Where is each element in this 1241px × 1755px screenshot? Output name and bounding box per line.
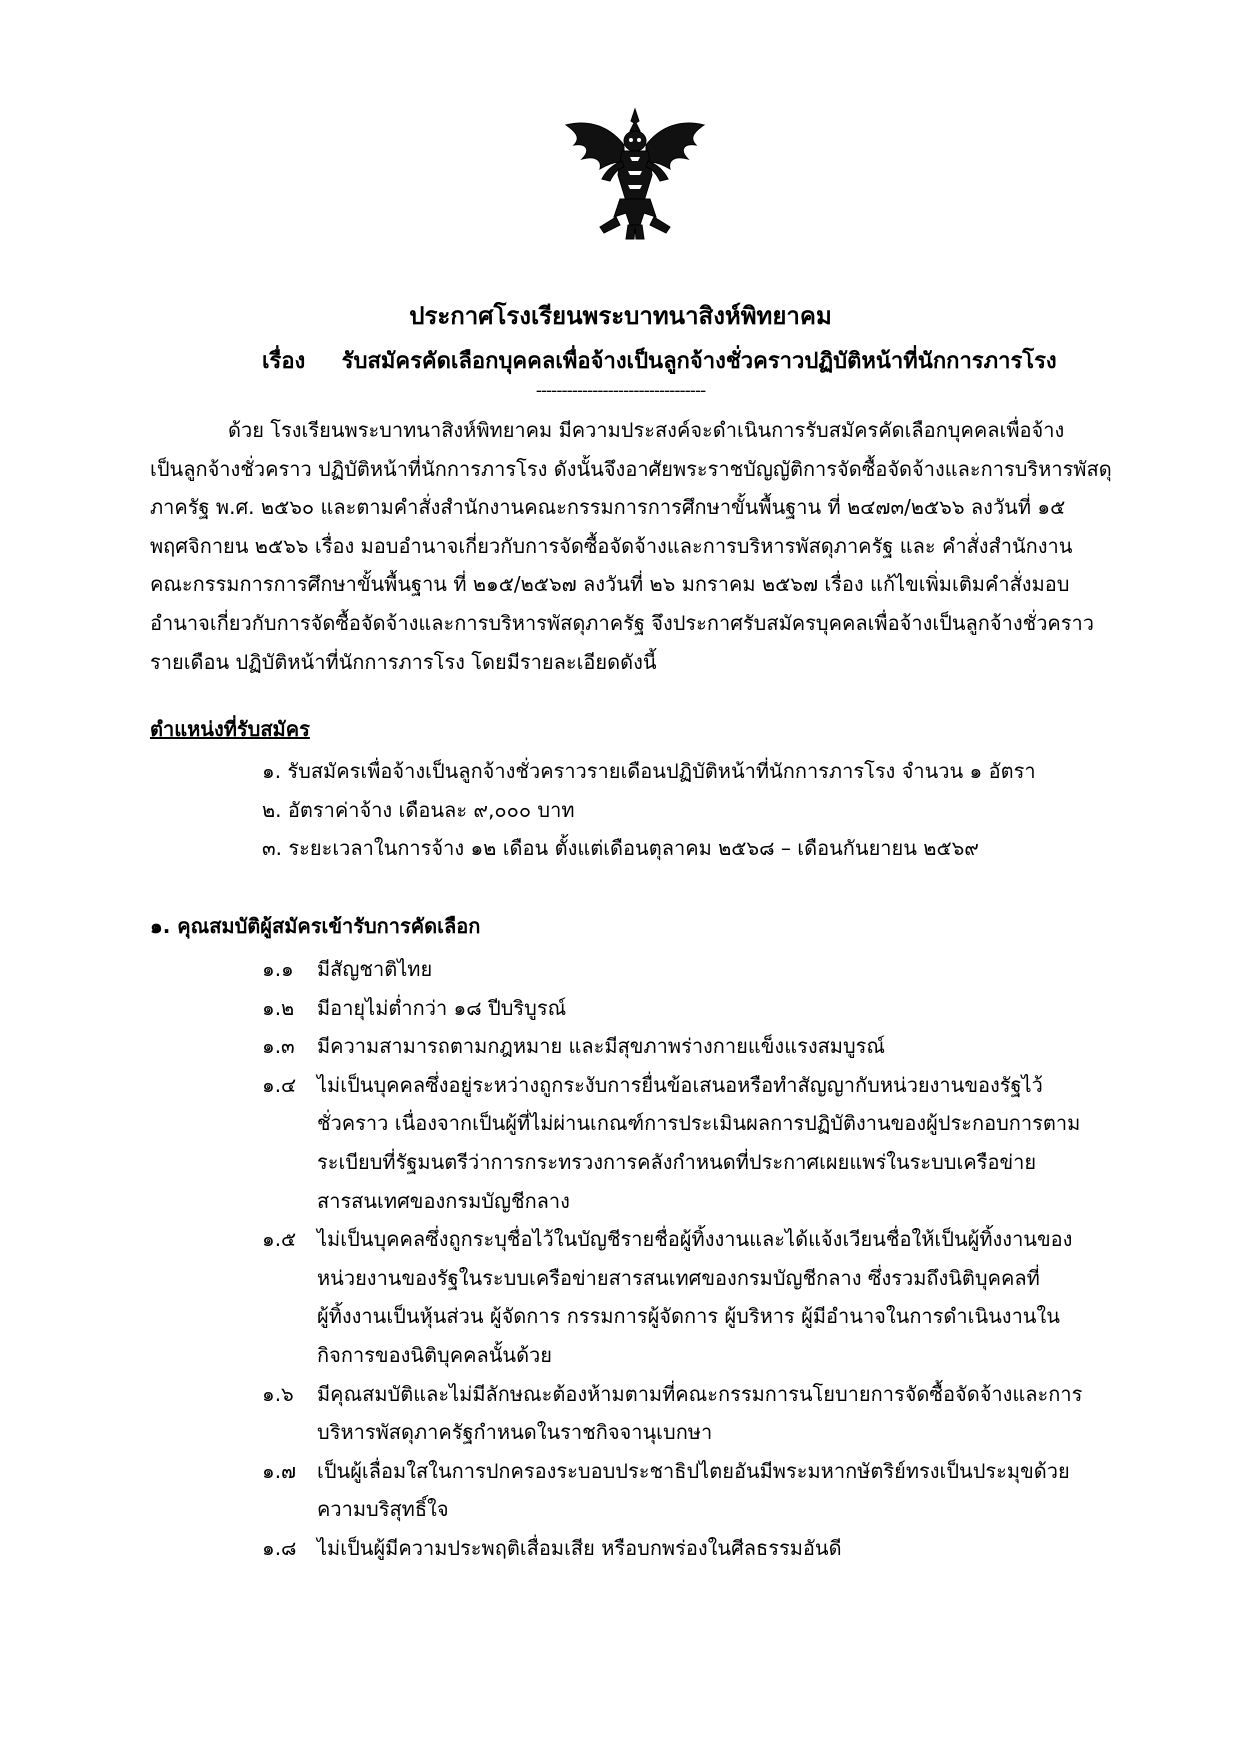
subject-text: รับสมัครคัดเลือกบุคคลเพื่อจ้างเป็นลูกจ้างชั่วคราวปฏิบัติหน้าที่นักการภารโรง	[341, 349, 1057, 374]
list-item	[262, 989, 1102, 1028]
item-text: เป็นผู้เลื่อมใสในการปกครองระบอบประชาธิปไตยอันมีพระมหากษัตริย์ทรงเป็นประมุขด้วย ความบริสุทธิ์ใจ	[317, 1458, 1070, 1522]
item-number: ๑.๓	[262, 1034, 295, 1059]
list-item	[262, 1220, 1102, 1374]
subject-label: เรื่อง	[262, 349, 306, 374]
list-item	[262, 1529, 1102, 1568]
list-item	[262, 1066, 1102, 1220]
list-item: ๓. ระยะเวลาในการจ้าง ๑๒ เดือน ตั้งแต่เดือนตุลาคม ๒๕๖๘ – เดือนกันยายน ๒๕๖๙	[262, 836, 979, 861]
garuda-emblem-icon	[560, 105, 710, 245]
item-text: ไม่เป็นบุคคลซึ่งถูกระบุชื่อไว้ในบัญชีรายชื่อผู้ทิ้งงานและได้แจ้งเวียนชื่อให้เป็นผู้ทิ้งงานของ หน่วยงานของรัฐในระบบเครือข่ายสารสนเทศของกรมบัญชีกลาง ซึ่งรวมถึงนิติบุคคลที่ ผู้ทิ้งงานเป็นหุ้นส่วน ผู้จัดการ กรรมการผู้จัดการ ผู้บริหาร ผู้มีอำนาจในการดำเนินงานใน กิจการของนิติบุคคลนั้นด้วย	[317, 1227, 1073, 1367]
item-number: ๑.๗	[262, 1458, 297, 1483]
list-item: ๑. รับสมัครเพื่อจ้างเป็นลูกจ้างชั่วคราวรายเดือนปฏิบัติหน้าที่นักการภารโรง จำนวน ๑ อัตรา	[262, 759, 1036, 783]
item-number: ๑.๕	[262, 1227, 297, 1252]
list-item	[262, 1452, 1102, 1529]
qualifications-heading: ๑. คุณสมบัติผู้สมัครเข้ารับการคัดเลือก	[150, 914, 481, 938]
positions-heading: ตำแหน่งที่รับสมัคร	[150, 717, 310, 741]
title-separator: ---------------------------------	[535, 381, 706, 401]
item-number: ๑.๘	[262, 1535, 297, 1560]
item-text: ไม่เป็นบุคคลซึ่งอยู่ระหว่างถูกระงับการยื่นข้อเสนอหรือทำสัญญากับหน่วยงานของรัฐไว้ ชั่วคราว เนื่องจากเป็นผู้ที่ไม่ผ่านเกณฑ์การประเมินผลการปฏิบัติงานของผู้ประกอบการตาม ระเบียบที่รัฐมนตรีว่าการกระทรวงการคลังกำหนดที่ประกาศเผยแพร่ในระบบเครือข่าย สารสนเทศของกรมบัญชีกลาง	[317, 1072, 1081, 1213]
list-item	[262, 1375, 1102, 1452]
item-text: มีความสามารถตามกฎหมาย และมีสุขภาพร่างกายแข็งแรงสมบูรณ์	[317, 1034, 885, 1059]
item-number: ๑.๖	[262, 1381, 294, 1406]
item-text: มีสัญชาติไทย	[317, 957, 433, 981]
item-number: ๑.๒	[262, 995, 295, 1020]
item-text: มีอายุไม่ต่ำกว่า ๑๘ ปีบริบูรณ์	[317, 995, 567, 1020]
qualifications-list	[262, 950, 1102, 1568]
subject-line	[262, 343, 1057, 378]
positions-list	[262, 752, 1036, 868]
item-text: มีคุณสมบัติและไม่มีลักษณะต้องห้ามตามที่คณะกรรมการนโยบายการจัดซื้อจัดจ้างและการ บริหารพัสดุภาครัฐกำหนดในราชกิจจานุเบกษา	[317, 1381, 1083, 1445]
announcement-title: ประกาศโรงเรียนพระบาทนาสิงห์พิทยาคม	[409, 302, 832, 330]
item-number: ๑.๔	[262, 1072, 297, 1097]
list-item: ๒. อัตราค่าจ้าง เดือนละ ๙,๐๐๐ บาท	[262, 797, 575, 822]
intro-paragraph: ด้วย โรงเรียนพระบาทนาสิงห์พิทยาคม มีความประสงค์จะดำเนินการรับสมัครคัดเลือกบุคคลเพื่อจ้าง เป็นลูกจ้างชั่วคราว ปฏิบัติหน้าที่นักการภารโรง ดังนั้นจึงอาศัยพระราชบัญญัติการจัดซื้อจัดจ้างและการบริหารพัสดุ ภาครัฐ พ.ศ. ๒๕๖๐ และตามคำสั่งสำนักงานคณะกรรมการการศึกษาขั้นพื้นฐาน ที่ ๒๔๗๓/๒๕๖๖ ลงวันที่ ๑๕ พฤศจิกายน ๒๕๖๖ เรื่อง มอบอำนาจเกี่ยวกับการจัดซื้อจัดจ้างและการบริหารพัสดุภาครัฐ และ คำสั่งสำนักงาน คณะกรรมการการศึกษาขั้นพื้นฐาน ที่ ๒๑๕/๒๕๖๗ ลงวันที่ ๒๖ มกราคม ๒๕๖๗ เรื่อง แก้ไขเพิ่มเติมคำสั่งมอบ อำนาจเกี่ยวกับการจัดซื้อจัดจ้างและการบริหารพัสดุภาครัฐ จึงประกาศรับสมัครบุคคลเพื่อจ้างเป็นลูกจ้างชั่วคราว รายเดือน ปฏิบัติหน้าที่นักการภารโรง โดยมีรายละเอียดดังนี้	[150, 418, 1112, 674]
list-item	[262, 950, 1102, 989]
list-item	[262, 1027, 1102, 1066]
item-text: ไม่เป็นผู้มีความประพฤติเสื่อมเสีย หรือบกพร่องในศีลธรรมอันดี	[317, 1535, 842, 1560]
item-number: ๑.๑	[262, 957, 294, 981]
